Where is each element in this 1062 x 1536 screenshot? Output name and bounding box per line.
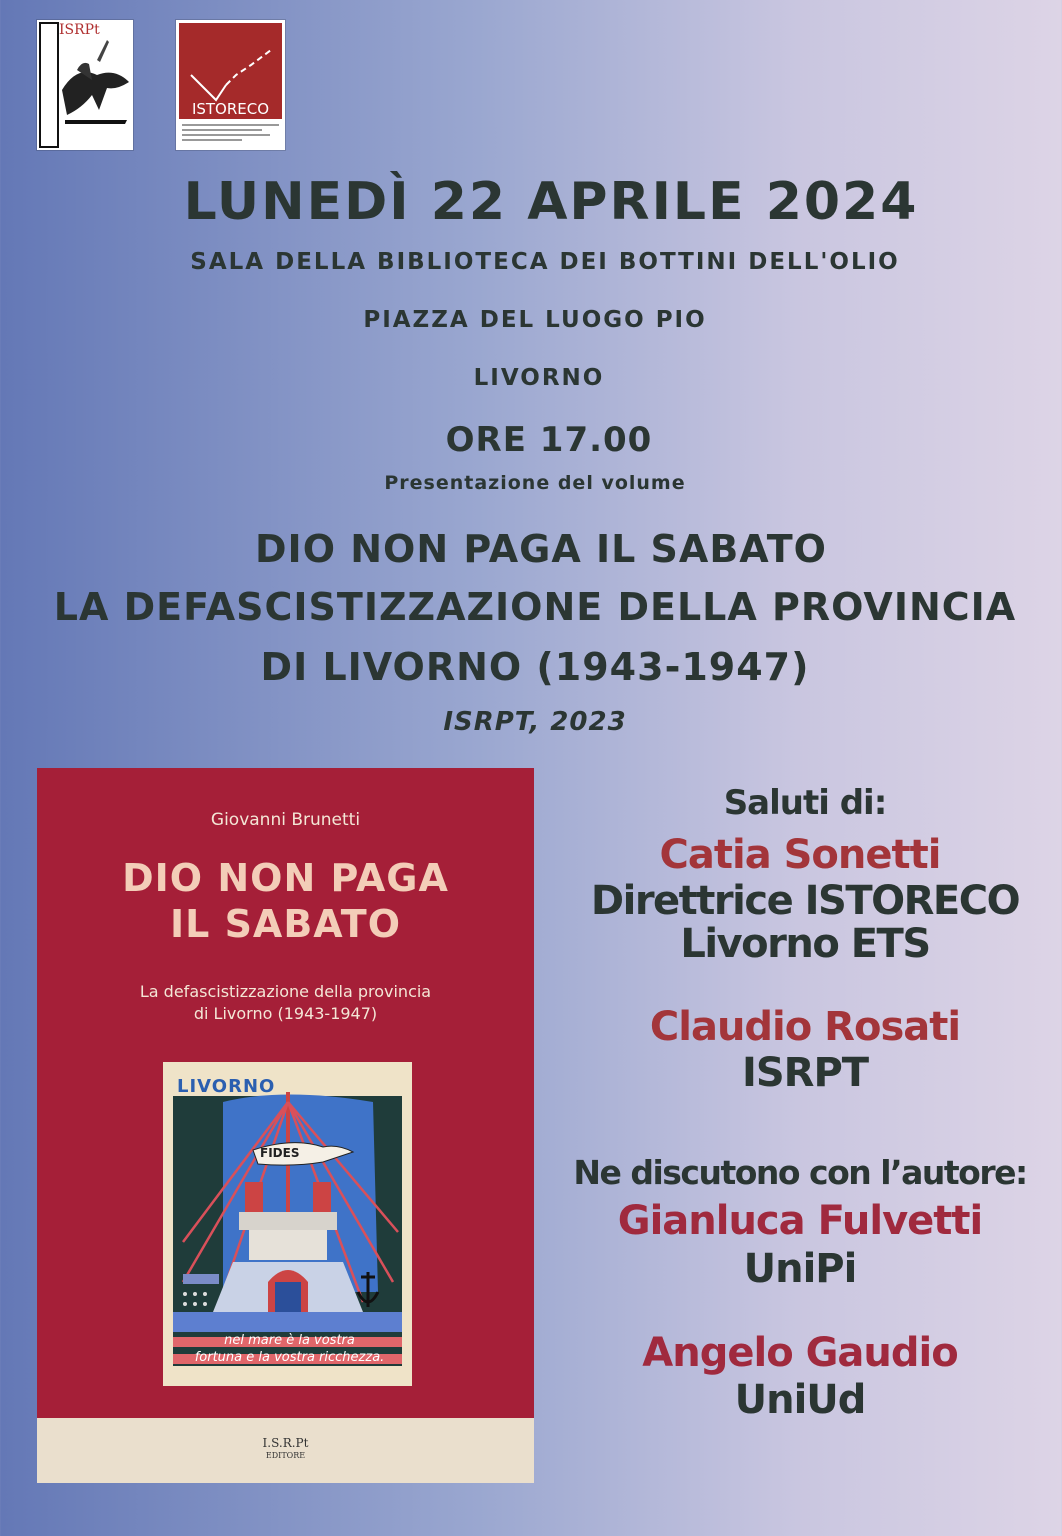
speaker3-role: UniPi [743, 1246, 857, 1292]
book-title-line3: DI LIVORNO (1943-1947) [260, 645, 810, 689]
event-date: LUNEDÌ 22 APRILE 2024 [183, 172, 919, 232]
cover-title-line2: IL SABATO [169, 902, 401, 946]
istoreco-logo-icon [176, 20, 285, 150]
istoreco-logo [176, 20, 285, 150]
speaker3-name: Gianluca Fulvetti [617, 1198, 983, 1244]
book-title-line1: DIO NON PAGA IL SABATO [255, 527, 827, 571]
greetings-label: Saluti di: [723, 783, 887, 823]
event-city: LIVORNO [473, 365, 605, 391]
book-publisher: ISRPT, 2023 [443, 707, 627, 737]
book-cover [37, 768, 534, 1483]
speaker4-role: UniUd [734, 1377, 866, 1423]
discussion-label: Ne discutono con l’autore: [573, 1153, 1027, 1192]
cover-subtitle-line1: La defascistizzazione della provincia [139, 982, 432, 1001]
event-intro: Presentazione del volume [384, 472, 686, 494]
istoreco-logo-text: ISTORECO [191, 100, 270, 118]
cover-footer [37, 1418, 534, 1483]
cover-poster [163, 1062, 412, 1386]
cover-subtitle-line2: di Livorno (1943-1947) [193, 1004, 378, 1023]
cover-title-line1: DIO NON PAGA [122, 856, 449, 900]
cover-author: Giovanni Brunetti [210, 810, 361, 830]
event-venue: SALA DELLA BIBLIOTECA DEI BOTTINI DELL'OLIO [190, 249, 900, 275]
isrpt-logo-text: ISRPt [59, 22, 100, 38]
poster-motto-line1: nel mare è la vostra [224, 1333, 355, 1348]
event-address: PIAZZA DEL LUOGO PIO [363, 307, 707, 333]
speaker4-name: Angelo Gaudio [642, 1330, 958, 1376]
cover-publisher-sub: EDITORE [265, 1451, 306, 1460]
rider-icon [37, 20, 133, 150]
isrpt-logo [37, 20, 133, 150]
speaker1-role-line1: Direttrice ISTORECO [590, 878, 1020, 924]
book-title-line2: LA DEFASCISTIZZAZIONE DELLA PROVINCIA [53, 585, 1017, 629]
speaker1-role-line2: Livorno ETS [680, 921, 930, 967]
speaker2-name: Claudio Rosati [649, 1004, 961, 1050]
poster-banner: FIDES [260, 1146, 300, 1160]
speaker1-name: Catia Sonetti [659, 832, 941, 878]
cover-publisher-mark: I.S.R.Pt [262, 1436, 309, 1450]
event-time: ORE 17.00 [445, 420, 653, 460]
speaker2-role: ISRPT [741, 1050, 869, 1096]
poster-city: LIVORNO [177, 1076, 276, 1097]
poster-motto-line2: fortuna e la vostra ricchezza. [194, 1350, 385, 1365]
